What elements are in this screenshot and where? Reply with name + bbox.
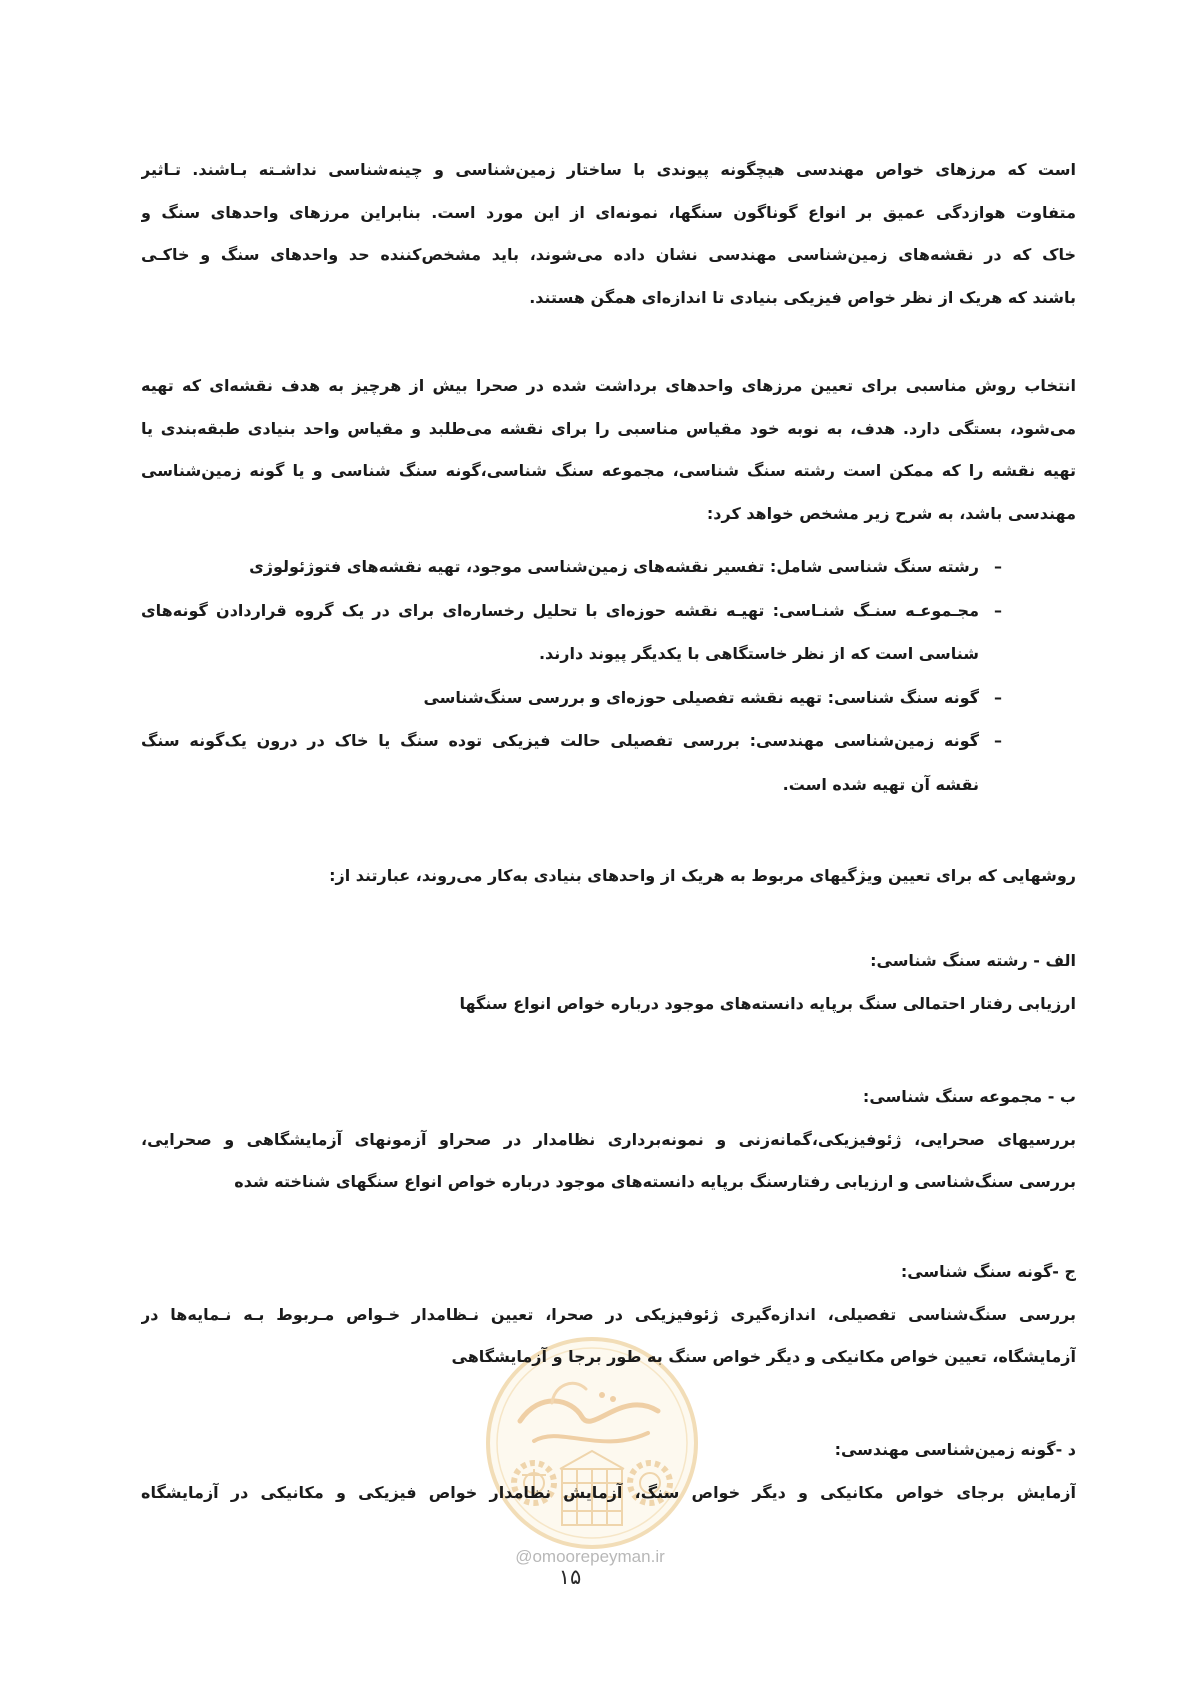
list-item bbox=[141, 589, 1002, 676]
section-line: ارزیابی رفتار احتمالی سنگ برپایه دانسته‌های موجود درباره خواص انواع سنگها bbox=[459, 993, 1076, 1013]
paragraph-line: می‌شود، بستگی دارد. هدف، به نوبه خود مقیاس مناسبی را برای نقشه می‌طلبد و مقیاس واحد بنیادی طبقه‌بندی یا bbox=[141, 418, 1076, 438]
section-lithological-type bbox=[141, 1251, 1076, 1379]
page-number: ۱۵ bbox=[558, 1565, 582, 1589]
paragraph-line: متفاوت هوازدگی عمیق بر انواع گوناگون سنگها، نمونه‌ای از این مورد است. بنابراین مرزهای واحدهای سنگ و bbox=[141, 202, 1076, 222]
paragraph-line: باشند که هریک از نظر خواص فیزیکی بنیادی تا اندازه‌ای همگن هستند. bbox=[529, 287, 1076, 307]
bullet-dash: – bbox=[994, 731, 1002, 750]
section-lithological-suite bbox=[141, 1076, 1076, 1204]
paragraph-line: مهندسی باشد، به شرح زیر مشخص خواهد کرد: bbox=[706, 503, 1076, 523]
bullet-dash: – bbox=[994, 557, 1002, 576]
section-lithological-complex bbox=[141, 940, 1076, 1025]
list-item bbox=[141, 719, 1002, 806]
paragraph-line: است که مرزهای خواص مهندسی هیچگونه پیوندی با ساختار زمین‌شناسی و چینه‌شناسی نداشـته بـاشند. تـاثیر bbox=[141, 160, 1076, 179]
section-heading: د -گونه زمین‌شناسی مهندسی: bbox=[834, 1440, 1076, 1459]
section-heading: ب - مجموعه سنگ شناسی: bbox=[862, 1087, 1076, 1106]
list-item-line: نقشه آن تهیه شده است. bbox=[782, 774, 979, 794]
section-line: بررسی سنگ‌شناسی تفصیلی، اندازه‌گیری ژئوفیزیکی در صحرا، تعیین نـظامدار خـواص مـربوط بـه نـمایه‌ها در bbox=[141, 1304, 1076, 1324]
list-item-line: گونه سنگ شناسی: تهیه نقشه تفصیلی حوزه‌ای و بررسی سنگ‌شناسی bbox=[423, 687, 979, 707]
seal-calligraphy-dot bbox=[599, 1392, 605, 1398]
list-item-line: شناسی است که از نظر خاستگاهی با یکدیگر پیوند دارند. bbox=[538, 644, 979, 663]
paragraph-line: خاک که در نقشه‌های زمین‌شناسی مهندسی نشان داده می‌شوند، باید مشخص‌کننده حد واحدهای سنگ و خاکـی bbox=[141, 245, 1076, 264]
seal-calligraphy-dot bbox=[610, 1396, 616, 1402]
section-line: بررسی سنگ‌شناسی و ارزیابی رفتارسنگ برپایه دانسته‌های موجود درباره خواص انواع سنگهای شناخته شده bbox=[234, 1172, 1076, 1191]
watermark-text: @omoorepeyman.ir bbox=[515, 1547, 665, 1566]
bullet-dash: – bbox=[994, 687, 1002, 707]
list-item bbox=[141, 545, 1002, 589]
bullet-dash: – bbox=[994, 600, 1002, 620]
section-heading: ج -گونه سنگ شناسی: bbox=[900, 1262, 1076, 1281]
paragraph-line: روشهایی که برای تعیین ویژگیهای مربوط به هریک از واحدهای بنیادی به‌کار می‌روند، عبارتند از: bbox=[329, 866, 1076, 885]
map-method-paragraph bbox=[141, 365, 1076, 535]
list-item-line: مجـموعـه سنـگ شنـاسی: تهیـه نقشه حوزه‌ای با تحلیل رخساره‌ای برای در یک گروه قراردادن گونه‌های bbox=[141, 600, 979, 620]
list-item-line: رشته سنگ شناسی شامل: تفسیر نقشه‌های زمین‌شناسی موجود، تهیه نقشه‌های فتوژئولوژی bbox=[249, 557, 979, 576]
bullet-list bbox=[141, 545, 1002, 806]
section-heading: الف - رشته سنگ شناسی: bbox=[870, 951, 1076, 970]
paragraph-line: انتخاب روش مناسبی برای تعیین مرزهای واحدهای برداشت شده در صحرا بیش از هرچیز به هدف نقشه‌ای که تهیه bbox=[141, 376, 1076, 395]
section-engineering-geological-type bbox=[141, 1429, 1076, 1514]
paragraph-line: تهیه نقشه را که ممکن است رشته سنگ شناسی، مجموعه سنگ شناسی،گونه سنگ شناسی و یا گونه زمین‌شناسی bbox=[141, 461, 1076, 480]
section-line: بررسیهای صحرایی، ژئوفیزیکی،گمانه‌زنی و نمونه‌برداری نظامدار در صحراو آزمونهای آزمایشگاهی و صحرایی، bbox=[141, 1129, 1076, 1149]
intro-paragraph bbox=[141, 149, 1076, 319]
methods-intro bbox=[141, 855, 1076, 898]
list-item bbox=[141, 676, 1002, 720]
section-line: آزمایش برجای خواص مکانیکی و دیگر خواص سنگ، آزمایش نظامدار خواص فیزیکی و مکانیکی در آزمایشگاه bbox=[141, 1482, 1076, 1502]
section-line: آزمایشگاه، تعیین خواص مکانیکی و دیگر خواص سنگ به طور برجا و آزمایشگاهی bbox=[451, 1347, 1076, 1366]
list-item-line: گونه زمین‌شناسی مهندسی: بررسی تفصیلی حالت فیزیکی توده سنگ یا خاک در درون یک‌گونه سنگ bbox=[141, 731, 979, 750]
